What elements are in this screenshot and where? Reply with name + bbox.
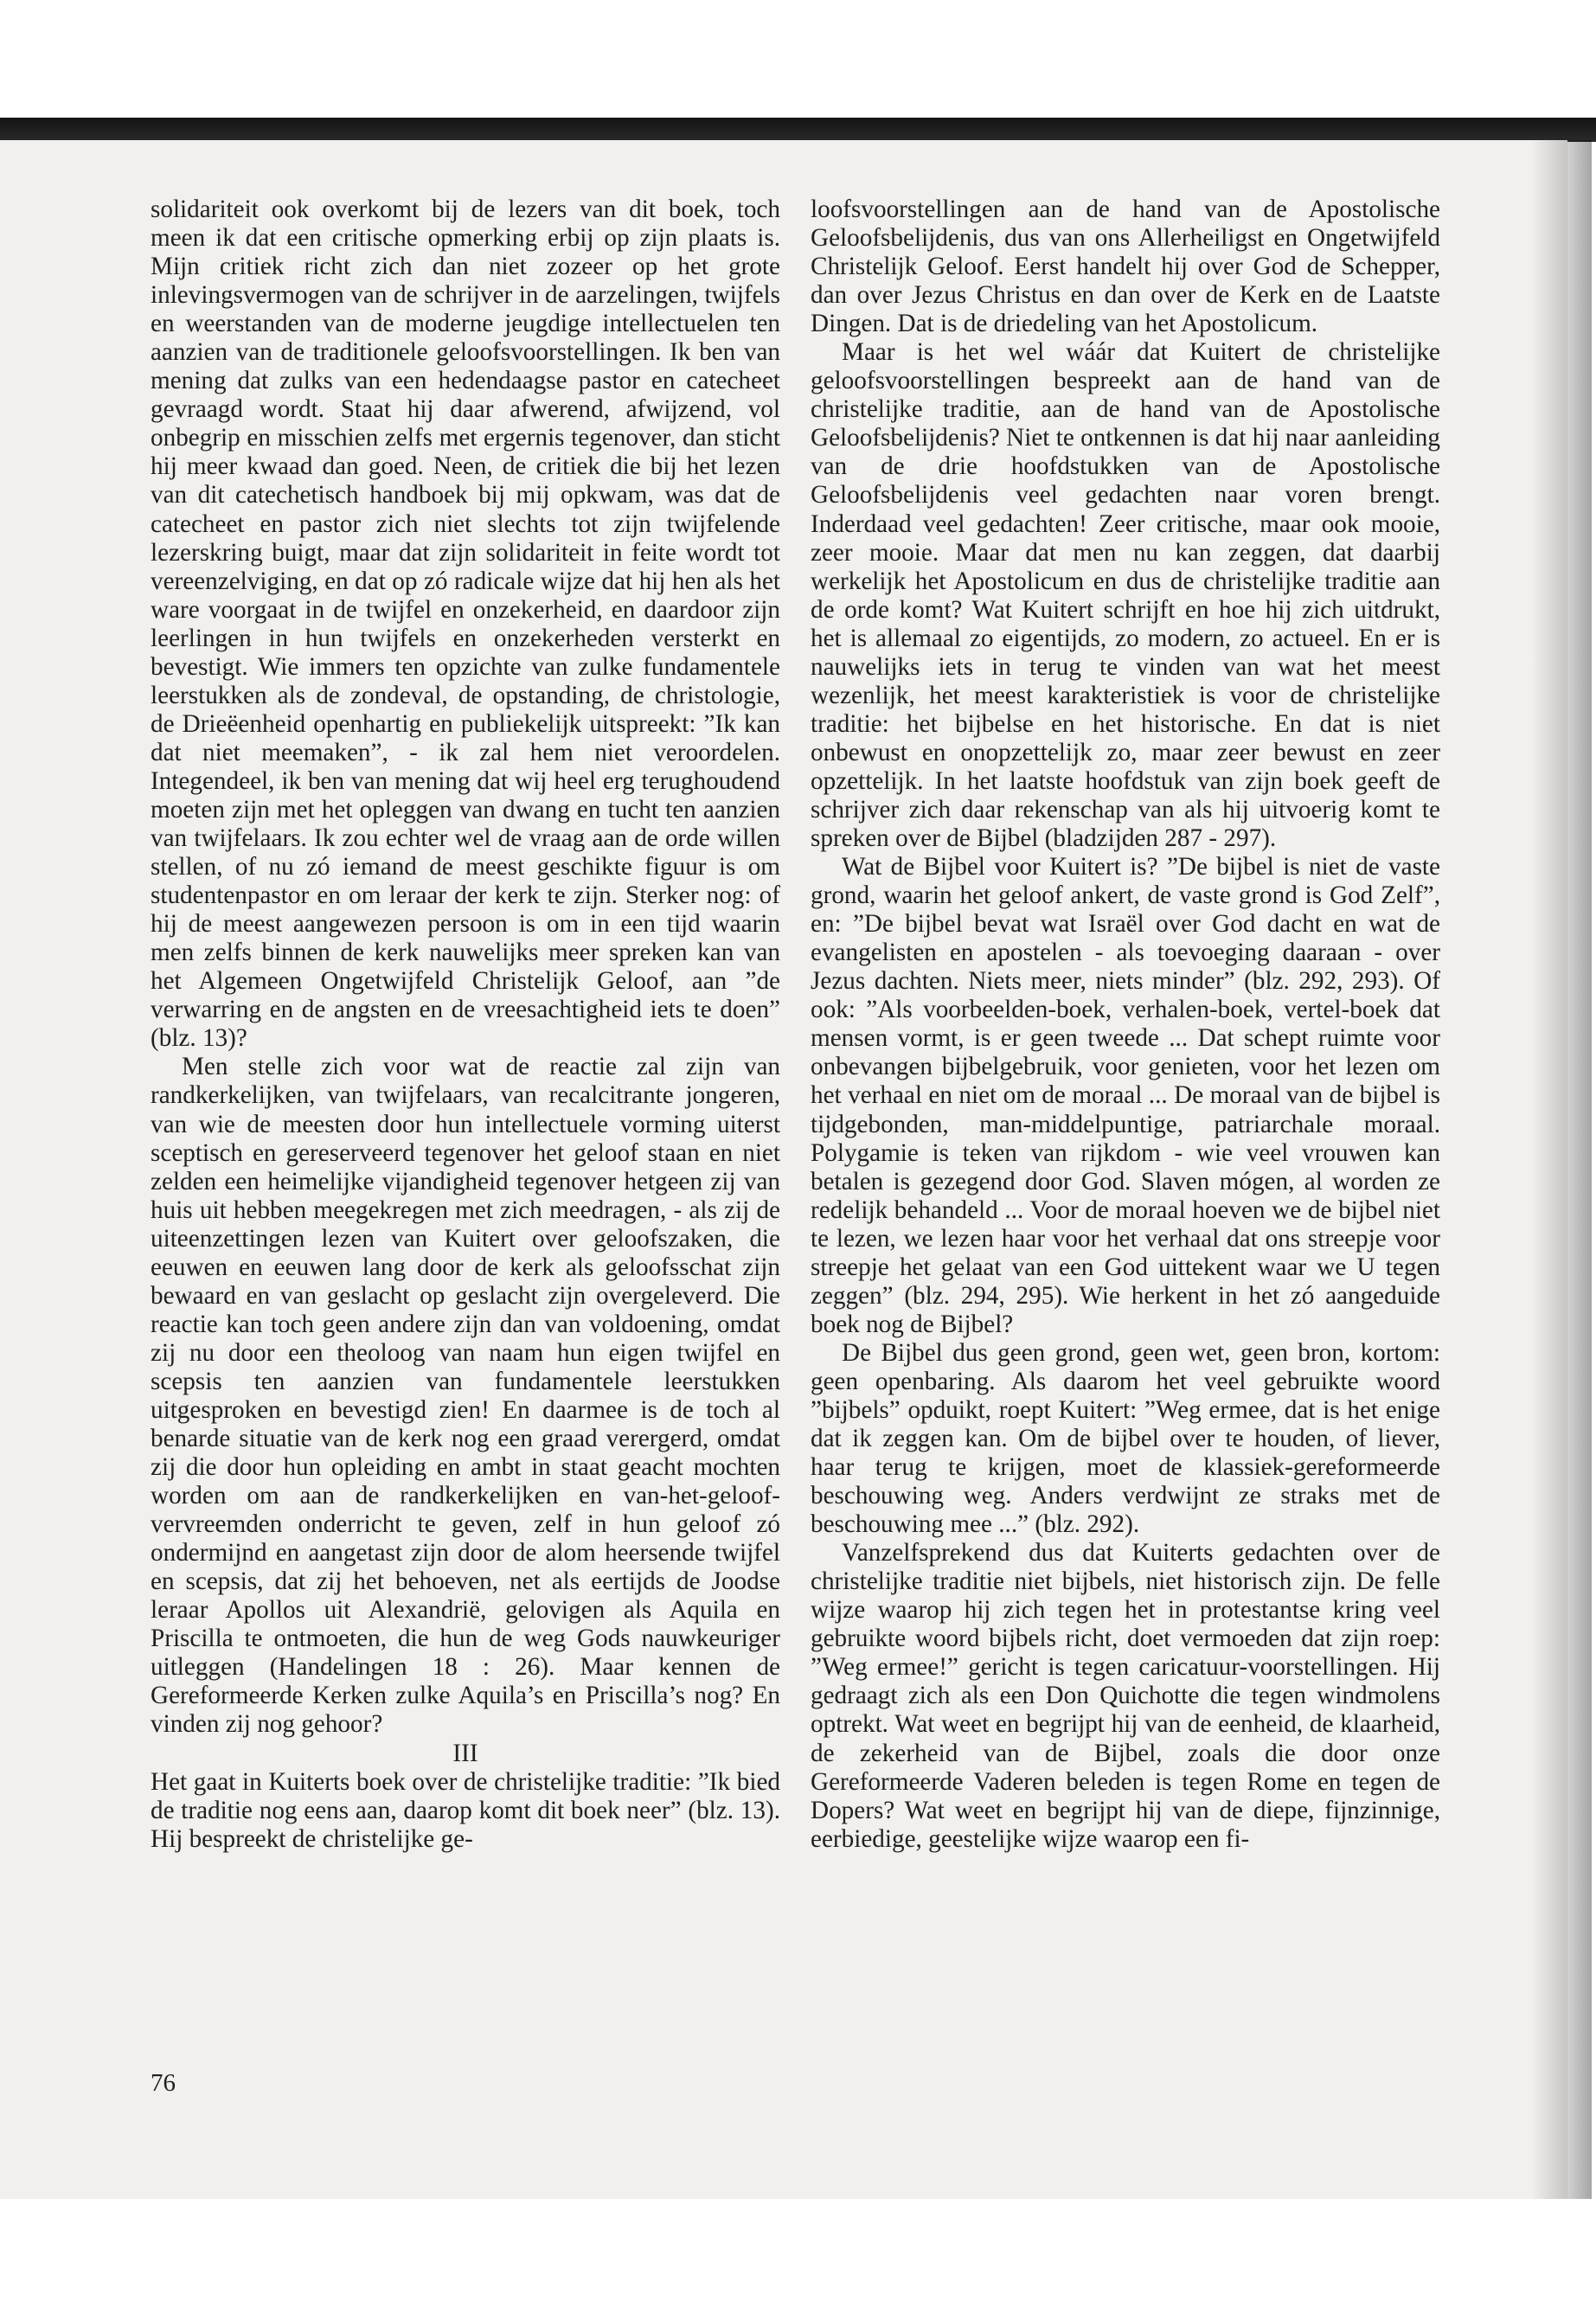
- right-paragraph-1: loofsvoorstellingen aan de hand van de Apostolische Geloofsbelijdenis, dus van ons Allerheiligst en Ongetwijfeld Christelijk Geloof. Eerst handelt hij over God de Schepper, dan over Jezus Christus en dan over de Kerk en de Laatste Dingen. Dat is de driedeling van het Apostolicum.: [811, 195, 1440, 338]
- page-gutter-shadow: [1531, 140, 1592, 2199]
- left-paragraph-1: solidariteit ook overkomt bij de lezers van dit boek, toch meen ik dat een critische opmerking erbij op zijn plaats is. Mijn critiek richt zich dan niet zozeer op het grote inlevingsvermogen van de schrijver in de aarzelingen, twijfels en weerstanden van de moderne jeugdige intellectuelen ten aanzien van de traditionele geloofsvoorstellingen. Ik ben van mening dat zulks van een hedendaagse pastor en catecheet gevraagd wordt. Staat hij daar afwerend, afwijzend, vol onbegrip en misschien zelfs met ergernis tegenover, dan sticht hij meer kwaad dan goed. Neen, de critiek die bij het lezen van dit catechetisch handboek bij mij opkwam, was dat de catecheet en pastor zich niet slechts tot zijn twijfelende lezerskring buigt, maar dat zijn solidariteit in feite wordt tot vereenzelviging, en dat op zó radicale wijze dat hij hen als het ware voorgaat in de twijfel en onzekerheid, en daardoor zijn leerlingen in hun twijfels en onzekerheden versterkt en bevestigt. Wie immers ten opzichte van zulke fundamentele leerstukken als de zondeval, de opstanding, de christologie, de Drieëenheid openhartig en publiekelijk uitspreekt: ”Ik kan dat niet meemaken”, - ik zal hem niet veroordelen. Integendeel, ik ben van mening dat wij heel erg terughoudend moeten zijn met het opleggen van dwang en tucht ten aanzien van twijfelaars. Ik zou echter wel de vraag aan de orde willen stellen, of nu zó iemand de meest geschikte figuur is om studentenpastor en om leraar der kerk te zijn. Sterker nog: of hij de meest aangewezen persoon is om in een tijd waarin men zelfs binnen de kerk nauwelijks meer spreken kan van het Algemeen Ongetwijfeld Christelijk Geloof, aan ”de verwarring en de angsten en de vreesachtigheid iets te doen” (blz. 13)?: [151, 195, 780, 1053]
- left-paragraph-3: Het gaat in Kuiterts boek over de christelijke traditie: ”Ik bied de traditie nog eens aan, daarop komt dit boek neer” (blz. 13). Hij bespreekt de christelijke ge-: [151, 1767, 780, 1853]
- left-paragraph-2: Men stelle zich voor wat de reactie zal zijn van randkerkelijken, van twijfelaars, van recalcitrante jongeren, van wie de meesten door hun intellectuele vorming uiterst sceptisch en gereserveerd tegenover het geloof staan en niet zelden een heimelijke vijandigheid tegenover hetgeen zij van huis uit hebben meegekregen met zich meedragen, - als zij de uiteenzettingen lezen van Kuitert over geloofszaken, die eeuwen en eeuwen lang door de kerk als geloofsschat zijn bewaard en van geslacht op geslacht zijn overgeleverd. Die reactie kan toch geen andere zijn dan van voldoening, omdat zij nu door een theoloog van naam hun eigen twijfel en scepsis ten aanzien van fundamentele leerstukken uitgesproken en bevestigd zien! En daarmee is de toch al benarde situatie van de kerk nog een graad verergerd, omdat zij die door hun opleiding en ambt in staat geacht mochten worden om aan de randkerkelijken en van-het-geloof-vervreemden onderricht te geven, zelf in hun geloof zó ondermijnd en aangetast zijn door de alom heersende twijfel en scepsis, dat zij het behoeven, net als eertijds de Joodse leraar Apollos uit Alexandrië, gelovigen als Aquila en Priscilla te ontmoeten, die hun de weg Gods nauwkeuriger uitleggen (Handelingen 18 : 26). Maar kennen de Gereformeerde Kerken zulke Aquila’s en Priscilla’s nog? En vinden zij nog gehoor?: [151, 1053, 780, 1739]
- right-paragraph-4: De Bijbel dus geen grond, geen wet, geen bron, kortom: geen openbaring. Als daarom het veel gebruikte woord ”bijbels” opduikt, roept Kuitert: ”Weg ermee, dat is het enige dat ik zeggen kan. Om de bijbel over te houden, of liever, haar terug te krijgen, moet de klassiek-gereformeerde beschouwing weg. Anders verdwijnt ze straks met de beschouwing mee ...” (blz. 292).: [811, 1338, 1440, 1539]
- scan-top-edge: [0, 118, 1596, 142]
- page-number: 76: [151, 2069, 176, 2097]
- right-column: [811, 195, 1440, 1854]
- left-column: [151, 195, 780, 1854]
- right-paragraph-5: Vanzelfsprekend dus dat Kuiterts gedachten over de christelijke traditie niet bijbels, niet historisch zijn. De felle wijze waarop hij zich tegen het in protestantse kring veel gebruikte woord bijbels richt, doet vermoeden dat zijn roep: ”Weg ermee!” gericht is tegen caricatuur-voorstellingen. Hij gedraagt zich als een Don Quichotte die tegen windmolens optrekt. Wat weet en begrijpt hij van de eenheid, de klaarheid, de zekerheid van de Bijbel, zoals die door onze Gereformeerde Vaderen beleden is tegen Rome en tegen de Dopers? Wat weet en begrijpt hij van de diepe, fijnzinnige, eerbiedige, geestelijke wijze waarop een fi-: [811, 1539, 1440, 1853]
- right-paragraph-3: Wat de Bijbel voor Kuitert is? ”De bijbel is niet de vaste grond, waarin het geloof ankert, de vaste grond is God Zelf”, en: ”De bijbel bevat wat Israël over God dacht en wat de evangelisten en apostelen - als toevoeging daaraan - over Jezus dachten. Niets meer, niets minder” (blz. 292, 293). Of ook: ”Als voorbeelden-boek, verhalen-boek, vertel-boek dat mensen vormt, is er geen tweede ... Dat schept ruimte voor onbevangen bijbelgebruik, voor genieten, voor het lezen om het verhaal en niet om de moraal ... De moraal van de bijbel is tijdgebonden, man-middelpuntige, patriarchale moraal. Polygamie is teken van rijkdom - wie veel vrouwen kan betalen is gezegend door God. Slaven mógen, al worden ze redelijk behandeld ... Voor de moraal hoeven we de bijbel niet te lezen, we lezen haar voor het verhaal dat ons streepje voor streepje het gelaat van een God uittekent waar we U tegen zeggen” (blz. 294, 295). Wie herkent in het zó aangeduide boek nog de Bijbel?: [811, 853, 1440, 1338]
- section-number: III: [452, 1739, 478, 1767]
- right-paragraph-2: Maar is het wel wáár dat Kuitert de christelijke geloofsvoorstellingen bespreekt aan de hand van de christelijke traditie, aan de hand van de Apostolische Geloofsbelijdenis? Niet te ontkennen is dat hij naar aanleiding van de drie hoofdstukken van de Apostolische Geloofsbelijdenis veel gedachten naar voren brengt. Inderdaad veel gedachten! Zeer critische, maar ook mooie, zeer mooie. Maar dat men nu kan zeggen, dat daarbij werkelijk het Apostolicum en dus de christelijke traditie aan de orde komt? Wat Kuitert schrijft en hoe hij zich uitdrukt, het is allemaal zo eigentijds, zo modern, zo actueel. En er is nauwelijks iets in terug te vinden van wat het meest wezenlijk, het meest karakteristiek is voor de christelijke traditie: het bijbelse en het historische. En dat is niet onbewust en onopzettelijk zo, maar zeer bewust en zeer opzettelijk. In het laatste hoofdstuk van zijn boek geeft de schrijver zich daar rekenschap van als hij uitvoerig komt te spreken over de Bijbel (bladzijden 287 - 297).: [811, 338, 1440, 853]
